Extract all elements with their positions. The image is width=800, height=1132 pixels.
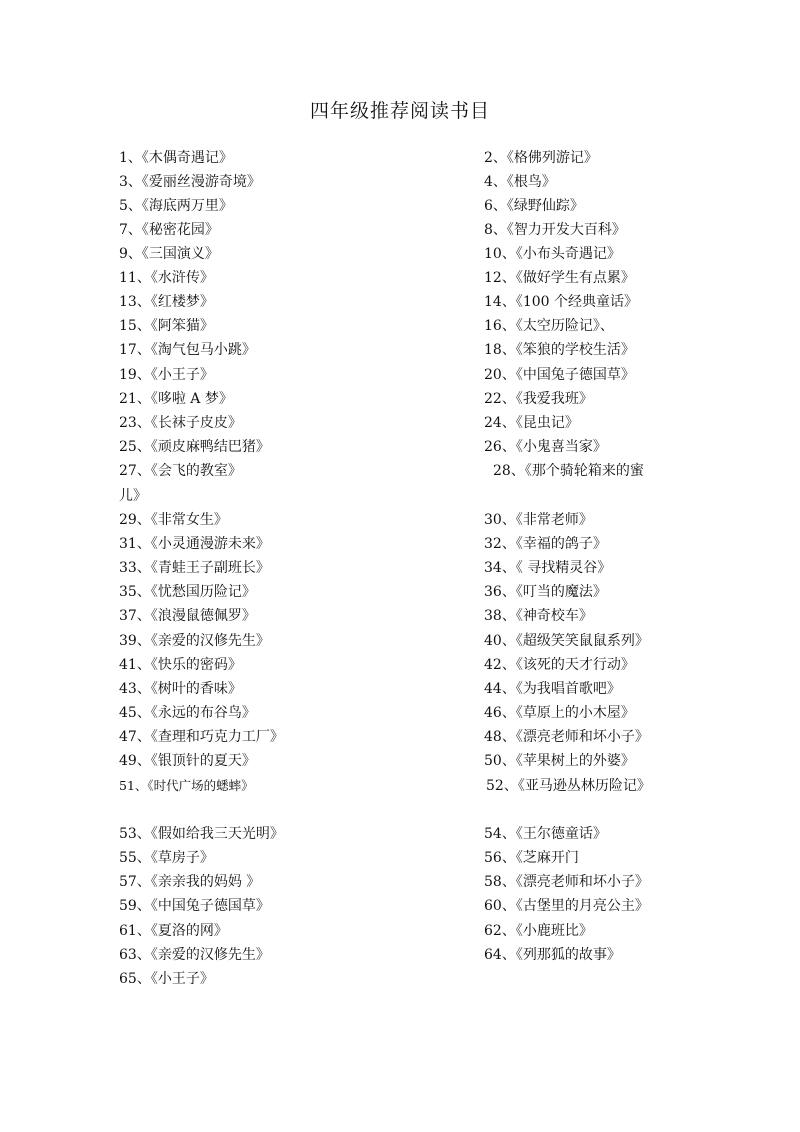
- list-item: 33、《青蛙王子副班长》: [119, 560, 270, 576]
- list-item: 63、《亲爱的汉修先生》: [119, 947, 270, 963]
- list-item: 5、《海底两万里》: [119, 198, 233, 214]
- list-item: 64、《列那狐的故事》: [484, 947, 621, 963]
- list-item: 39、《亲爱的汉修先生》: [119, 633, 270, 649]
- list-item: 29、《非常女生》: [119, 512, 228, 528]
- list-item: 17、《淘气包马小跳》: [119, 342, 256, 358]
- list-item: 49、《银顶针的夏天》: [119, 753, 256, 769]
- list-item: 41、《快乐的密码》: [119, 657, 242, 673]
- list-item: 11、《水浒传》: [119, 270, 214, 286]
- list-item: 55、《草房子》: [119, 850, 214, 866]
- list-item: 19、《小王子》: [119, 367, 214, 383]
- list-item: 21、《哆啦 A 梦》: [119, 391, 233, 407]
- list-item: 46、《草原上的小木屋》: [484, 705, 635, 721]
- list-item: 35、《忧愁国历险记》: [119, 584, 256, 600]
- list-item: 56、《芝麻开门: [484, 850, 579, 866]
- list-item: 16、《太空历险记》、: [484, 318, 614, 334]
- list-item: 14、《100 个经典童话》: [484, 294, 638, 310]
- list-item: 18、《笨狼的学校生活》: [484, 342, 635, 358]
- list-item: 60、《古堡里的月亮公主》: [484, 898, 649, 914]
- list-item: 9、《三国演义》: [119, 246, 219, 262]
- list-item: 43、《树叶的香味》: [119, 681, 242, 697]
- list-item: 3、《爱丽丝漫游奇境》: [119, 174, 261, 190]
- list-item: 47、《查理和巧克力工厂》: [119, 729, 284, 745]
- list-item: 22、《我爱我班》: [484, 391, 593, 407]
- list-item: 53、《假如给我三天光明》: [119, 826, 284, 842]
- list-item: 37、《浪漫鼠德佩罗》: [119, 608, 256, 624]
- list-item: 13、《红楼梦》: [119, 294, 214, 310]
- list-item: 59、《中国兔子德国草》: [119, 898, 270, 914]
- list-item: 45、《永远的布谷鸟》: [119, 705, 256, 721]
- list-item: 8、《智力开发大百科》: [484, 222, 626, 238]
- list-item: 32、《幸福的鸽子》: [484, 536, 607, 552]
- list-item: 51、《时代广场的蟋蟀》: [119, 778, 254, 793]
- list-item: 42、《该死的天才行动》: [484, 657, 635, 673]
- list-item: 7、《秘密花园》: [119, 222, 219, 238]
- list-item: 6、《绿野仙踪》: [484, 198, 584, 214]
- list-item: 61、《夏洛的网》: [119, 923, 228, 939]
- list-item: 57、《亲亲我的妈妈 》: [119, 874, 261, 890]
- list-item-continuation: 儿》: [119, 488, 147, 504]
- list-item: 15、《阿笨猫》: [119, 318, 214, 334]
- list-item: 31、《小灵通漫游未来》: [119, 536, 270, 552]
- list-item: 27、《会飞的教室》: [119, 463, 242, 479]
- list-item: 2、《格佛列游记》: [484, 150, 598, 166]
- list-item: 54、《王尔德童话》: [484, 826, 607, 842]
- list-item: 65、《小王子》: [119, 971, 214, 987]
- list-item: 62、《小鹿班比》: [484, 923, 593, 939]
- list-item: 24、《昆虫记》: [484, 415, 579, 431]
- list-item: 20、《中国兔子德国草》: [484, 367, 635, 383]
- list-item: 48、《漂亮老师和坏小子》: [484, 729, 649, 745]
- list-item: 50、《苹果树上的外婆》: [484, 753, 635, 769]
- list-item: 36、《叮当的魔法》: [484, 584, 607, 600]
- list-item: 28、《那个骑轮箱来的蜜: [493, 463, 644, 479]
- list-item: 52、《亚马逊丛林历险记》: [486, 778, 651, 794]
- list-item: 4、《根鸟》: [484, 174, 556, 190]
- list-item: 1、《木偶奇遇记》: [119, 150, 233, 166]
- list-item: 12、《做好学生有点累》: [484, 270, 635, 286]
- list-item: 34、《 寻找精灵谷》: [484, 560, 612, 576]
- list-item: 58、《漂亮老师和坏小子》: [484, 874, 649, 890]
- list-item: 40、《超级笑笑鼠鼠系列》: [484, 633, 649, 649]
- list-item: 44、《为我唱首歌吧》: [484, 681, 621, 697]
- list-item: 25、《顽皮麻鸭结巴猪》: [119, 439, 270, 455]
- list-item: 38、《神奇校车》: [484, 608, 593, 624]
- list-item: 10、《小布头奇遇记》: [484, 246, 621, 262]
- list-item: 30、《非常老师》: [484, 512, 593, 528]
- list-item: 26、《小鬼喜当家》: [484, 439, 607, 455]
- page-title: 四年级推荐阅读书目: [309, 100, 490, 122]
- list-item: 23、《长袜子皮皮》: [119, 415, 242, 431]
